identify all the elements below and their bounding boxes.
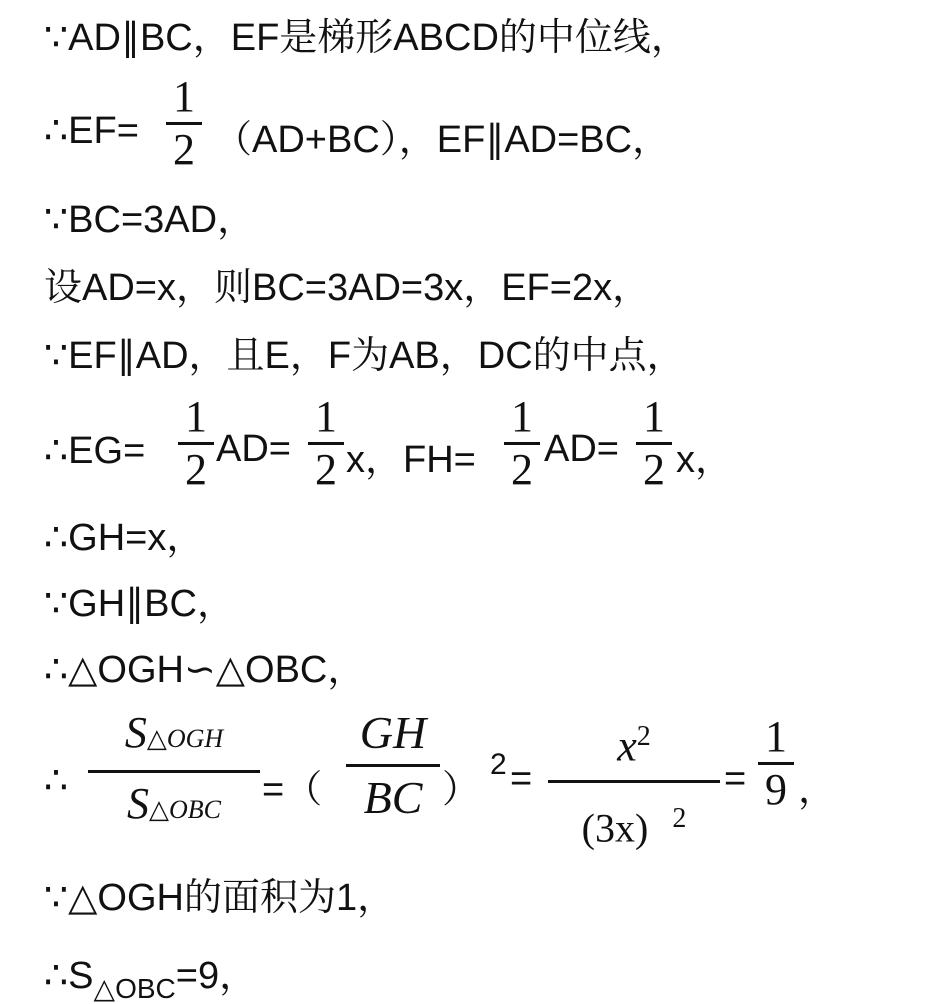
line-2 bbox=[44, 108, 139, 153]
line-1: ∵AD∥BC，EF是梯形ABCD的中位线， bbox=[44, 17, 689, 59]
fraction-numerator: 1 bbox=[185, 392, 207, 441]
fraction2-bar bbox=[346, 764, 440, 767]
fraction-denominator: 2 bbox=[185, 445, 207, 494]
fraction3-denominator: (3x) bbox=[581, 804, 649, 850]
fraction-denominator: 2 bbox=[643, 445, 665, 494]
line-10-eq3: = bbox=[724, 758, 747, 800]
ratio-fraction-1 bbox=[88, 708, 260, 835]
line-2-prefix: ∴EF= bbox=[44, 110, 139, 152]
fraction3-bar bbox=[548, 780, 720, 783]
line-12-subscript: △OBC bbox=[93, 973, 176, 1004]
line-5: ∵EF∥AD，且E，F为AB，DC的中点， bbox=[44, 335, 685, 377]
fraction-half-1 bbox=[166, 74, 202, 173]
line-6-e: x， bbox=[676, 439, 734, 481]
line-10-power: 2 bbox=[490, 748, 507, 781]
fraction3-numerator-power: 2 bbox=[636, 721, 651, 752]
line-10-close-paren: ） bbox=[442, 769, 481, 811]
fraction3-numerator: x bbox=[617, 721, 637, 771]
line-6-c: x，FH= bbox=[346, 439, 476, 481]
line-12 bbox=[44, 944, 258, 1004]
fraction1-numerator-subscript: △OGH bbox=[146, 724, 224, 753]
fraction4-numerator: 1 bbox=[765, 712, 787, 761]
line-6-b: AD= bbox=[216, 428, 291, 470]
fraction-half-5 bbox=[636, 394, 672, 493]
fraction-numerator: 1 bbox=[315, 392, 337, 441]
fraction-numerator: 1 bbox=[173, 72, 195, 121]
fraction-half-4 bbox=[504, 394, 540, 493]
ratio-fraction-2 bbox=[346, 708, 440, 823]
fraction-numerator: 1 bbox=[643, 392, 665, 441]
fraction1-denominator-subscript: △OBC bbox=[149, 795, 221, 824]
ratio-fraction-4 bbox=[758, 714, 794, 813]
fraction3-denominator-power: 2 bbox=[672, 802, 687, 834]
ratio-fraction-3 bbox=[548, 712, 720, 850]
line-4: 设AD=x，则BC=3AD=3x，EF=2x， bbox=[44, 267, 651, 309]
fraction4-denominator: 9 bbox=[765, 765, 787, 814]
fraction1-bar bbox=[88, 770, 260, 773]
line-3: ∵BC=3AD， bbox=[44, 199, 256, 241]
line-10-eq1: =（ bbox=[262, 769, 323, 811]
line-10-eq2: = bbox=[510, 758, 533, 800]
fraction2-denominator: BC bbox=[363, 772, 423, 823]
line-12-suffix: =9， bbox=[175, 955, 258, 997]
line-6-a: ∴EG= bbox=[44, 430, 146, 472]
fraction-denominator: 2 bbox=[511, 445, 533, 494]
line-10-therefore: ∴ bbox=[44, 760, 69, 802]
fraction1-numerator-S: S bbox=[124, 708, 147, 757]
fraction-denominator: 2 bbox=[315, 445, 337, 494]
line-9: ∴△OGH∽△OBC， bbox=[44, 649, 366, 691]
line-11: ∵△OGH的面积为1， bbox=[44, 877, 396, 919]
line-7: ∴GH=x， bbox=[44, 517, 205, 559]
fraction1-denominator-S: S bbox=[127, 779, 149, 828]
line-10-end: ， bbox=[798, 769, 837, 811]
line-2-suffix: （AD+BC），EF∥AD=BC， bbox=[214, 119, 671, 161]
fraction-denominator: 2 bbox=[173, 125, 195, 174]
line-8: ∵GH∥BC， bbox=[44, 583, 235, 625]
fraction-half-3 bbox=[308, 394, 344, 493]
line-12-prefix: ∴S bbox=[44, 955, 94, 997]
fraction2-numerator: GH bbox=[359, 707, 427, 758]
fraction-half-2 bbox=[178, 394, 214, 493]
line-6-d: AD= bbox=[544, 428, 619, 470]
fraction-numerator: 1 bbox=[511, 392, 533, 441]
